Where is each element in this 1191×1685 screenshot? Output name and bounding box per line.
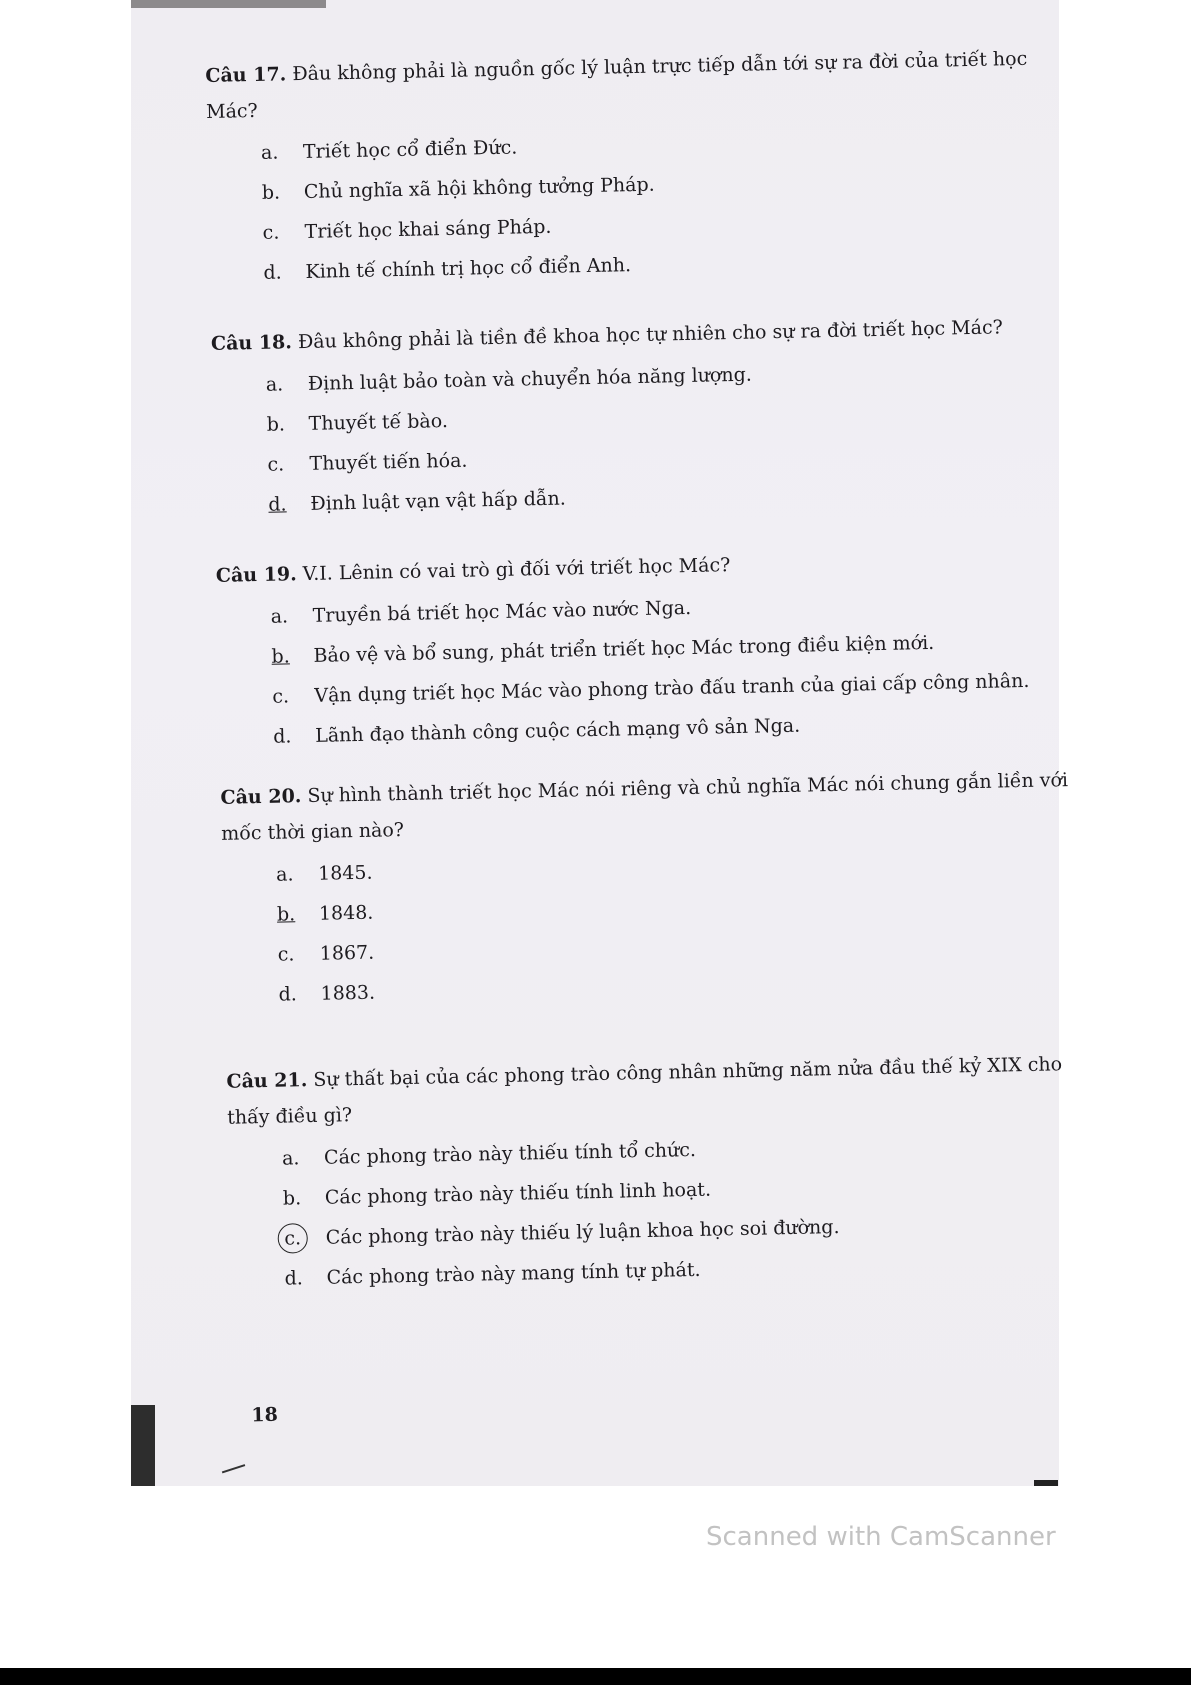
option-letter: d. [284, 1267, 304, 1290]
bottom-black-bar [0, 1668, 1191, 1685]
question-17 [205, 40, 1070, 294]
option-text: Định luật bảo toàn và chuyển hóa năng lượng. [307, 363, 753, 395]
question-text [220, 762, 1081, 852]
option-letter: b. [276, 903, 296, 926]
question-number: Câu 20. [220, 785, 302, 809]
question-stem: Sự thất bại của các phong trào công nhân những năm nửa đầu thế kỷ XIX cho thấy điều gì? [226, 1053, 1063, 1129]
answer-options [216, 580, 1079, 758]
option-letter: a. [275, 863, 294, 886]
option-text: Triết học khai sáng Pháp. [304, 215, 552, 243]
camscanner-watermark: Scanned with CamScanner [706, 1522, 1056, 1552]
option-letter: d. [268, 493, 287, 516]
option-letter: c. [277, 943, 295, 966]
option-letter: a. [265, 373, 284, 396]
book-spine-top [131, 0, 326, 8]
option-text: 1845. [317, 861, 373, 885]
question-stem: V.I. Lênin có vai trò gì đối với triết học Mác? [302, 554, 731, 586]
answer-options [211, 348, 1074, 526]
answer-options [222, 838, 1085, 1016]
textbook-page [205, 40, 1094, 1438]
question-18 [211, 308, 1075, 526]
option-letter: b. [261, 181, 281, 204]
option-letter: d. [278, 983, 298, 1006]
option-text: Các phong trào này thiếu tính tổ chức. [323, 1138, 697, 1169]
question-20 [220, 762, 1085, 1016]
option-letter: b. [282, 1187, 302, 1210]
page-number: 18 [251, 1403, 279, 1427]
option-letter: c. [267, 453, 285, 476]
option-letter: a. [270, 605, 289, 628]
option-text: Chủ nghĩa xã hội không tưởng Pháp. [303, 173, 655, 203]
answer-options [228, 1122, 1091, 1300]
option-text: Triết học cổ điển Đức. [302, 136, 518, 163]
question-21 [226, 1046, 1091, 1300]
page-edge-corner [1034, 1480, 1058, 1486]
question-number: Câu 17. [205, 63, 287, 87]
question-stem: Đâu không phải là nguồn gốc lý luận trực tiếp dẫn tới sự ra đời của triết học Mác? [205, 47, 1028, 123]
question-number: Câu 19. [215, 563, 297, 587]
answer-options [207, 116, 1070, 294]
book-spine-shadow [131, 1405, 155, 1486]
question-number: Câu 18. [210, 331, 293, 355]
option-text: 1867. [319, 941, 375, 965]
option-letter: a. [260, 141, 279, 164]
option-letter: c. [262, 221, 280, 244]
question-19 [215, 540, 1079, 758]
option-text: Vận dụng triết học Mác vào phong trào đấu tranh của giai cấp công nhân. [314, 669, 1030, 707]
option-letter: b. [271, 645, 290, 668]
option-text: Các phong trào này thiếu tính linh hoạt. [324, 1178, 712, 1209]
question-number: Câu 21. [226, 1069, 308, 1093]
option-text: Truyền bá triết học Mác vào nước Nga. [312, 596, 692, 627]
question-stem: Đâu không phải là tiền đề khoa học tự nhiên cho sự ra đời triết học Mác? [297, 316, 1004, 354]
question-text [226, 1046, 1087, 1136]
option-text: Bảo vệ và bổ sung, phát triển triết học Mác trong điều kiện mới. [313, 631, 935, 667]
option-text: Thuyết tế bào. [308, 409, 449, 435]
option-text: Kinh tế chính trị học cổ điển Anh. [305, 254, 632, 283]
option-letter: b. [266, 413, 286, 436]
option-text: 1883. [320, 981, 376, 1005]
option-text: Định luật vạn vật hấp dẫn. [310, 487, 567, 515]
option-letter: a. [281, 1147, 300, 1170]
question-stem: Sự hình thành triết học Mác nói riêng và chủ nghĩa Mác nói chung gắn liền với mốc thời gian nào? [221, 769, 1069, 845]
option-letter-circled: c. [277, 1223, 308, 1254]
option-text: Thuyết tiến hóa. [309, 449, 468, 475]
option-text: 1848. [318, 901, 374, 925]
option-letter-wrap [283, 1218, 326, 1259]
option-letter: d. [263, 261, 282, 284]
option-letter: d. [272, 725, 292, 748]
option-letter: c. [272, 685, 290, 708]
option-text: Các phong trào này mang tính tự phát. [326, 1258, 701, 1289]
option-text: Lãnh đạo thành công cuộc cách mạng vô sản Nga. [314, 714, 801, 747]
option-text: Các phong trào này thiếu lý luận khoa học soi đường. [325, 1215, 840, 1249]
